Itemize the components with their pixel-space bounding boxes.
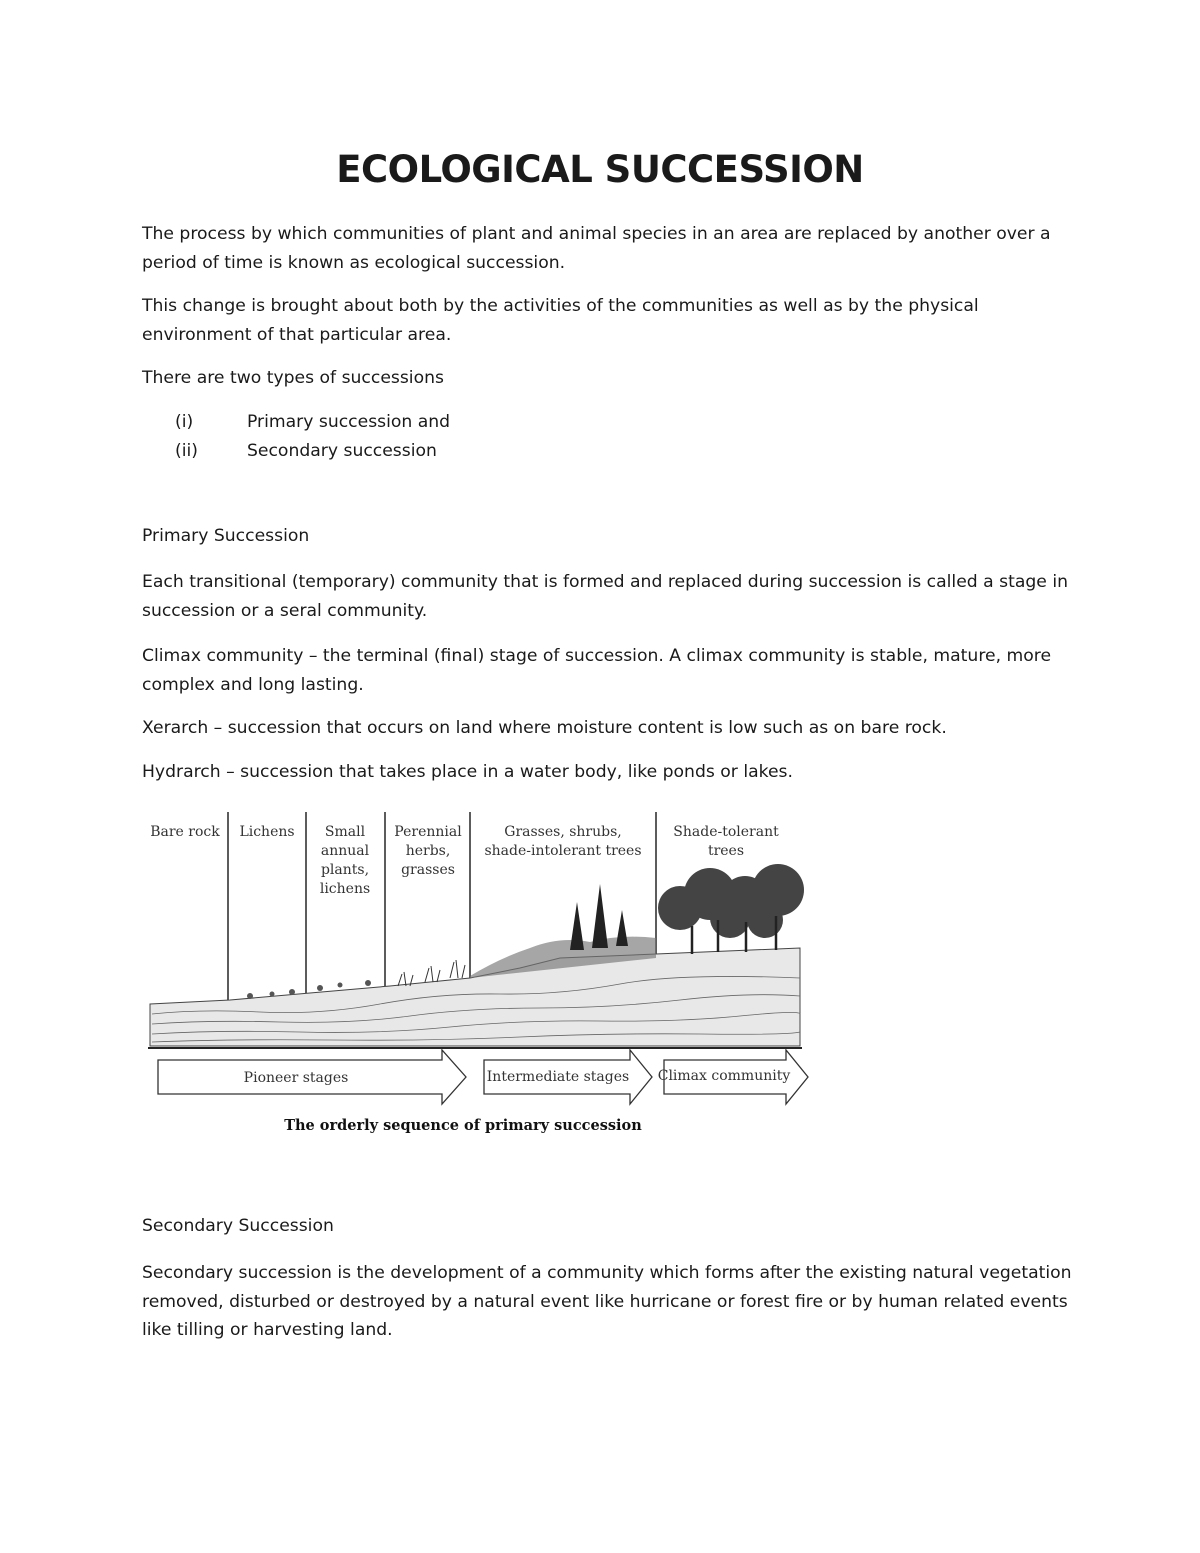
climax-community-label: Climax community xyxy=(657,1068,791,1084)
stage-label-line: Shade-tolerant xyxy=(673,824,779,840)
stage-label-line: Bare rock xyxy=(150,824,220,840)
stage-label-line: lichens xyxy=(319,881,371,897)
climax-paragraph: Climax community – the terminal (final) stage of succession. A climax community is stable, mature, more complex and long lasting. xyxy=(142,646,1052,695)
types-intro: There are two types of successions xyxy=(142,368,444,388)
secondary-paragraph: Secondary succession is the development of a community which forms after the existing natural vegetation removed, disturbed or destroyed by a natural event like hurricane or forest fire or by human related events like tilling or harvesting land. xyxy=(142,1263,1072,1340)
stage-label xyxy=(484,824,641,859)
stage-label xyxy=(394,824,462,878)
stage-label-line: trees xyxy=(707,843,745,859)
stage-label xyxy=(673,824,779,859)
intro-paragraph-2: This change is brought about both by the activities of the communities as well as by the physical environment of that particular area. xyxy=(142,296,979,345)
list-item-label: Secondary succession xyxy=(247,441,437,461)
stage-label-line: grasses xyxy=(401,862,455,878)
stage-label xyxy=(239,824,294,840)
figure-caption: The orderly sequence of primary succession xyxy=(284,1117,642,1134)
seral-paragraph: Each transitional (temporary) community that is formed and replaced during succession is called a stage in succession or a seral community. xyxy=(142,572,1068,621)
primary-succession-heading: Primary Succession xyxy=(142,526,310,546)
rock-strata xyxy=(148,948,802,1048)
list-item-number: (ii) xyxy=(175,441,198,461)
intro-paragraph-1: The process by which communities of plant and animal species in an area are replaced by another over a period of time is known as ecological succession. xyxy=(142,224,1051,273)
stage-label-line: Small xyxy=(324,824,366,840)
list-item-label: Primary succession and xyxy=(247,412,451,432)
stage-label-line: shade-intolerant trees xyxy=(484,843,642,859)
stage-label-line: Lichens xyxy=(239,824,295,840)
stage-label-line: Perennial xyxy=(394,824,462,840)
intermediate-stages-label: Intermediate stages xyxy=(486,1069,630,1085)
stage-label-line: Grasses, shrubs, xyxy=(504,824,622,840)
stage-label-line: annual xyxy=(320,843,370,859)
hydrarch-paragraph: Hydrarch – succession that takes place in a water body, like ponds or lakes. xyxy=(142,762,793,782)
stage-label xyxy=(150,824,220,840)
page-title: ECOLOGICAL SUCCESSION xyxy=(336,148,864,191)
secondary-succession-heading: Secondary Succession xyxy=(142,1216,334,1236)
primary-succession-figure xyxy=(140,808,820,1138)
stage-label xyxy=(320,824,370,897)
xerarch-paragraph: Xerarch – succession that occurs on land where moisture content is low such as on bare rock. xyxy=(142,718,947,738)
pioneer-stages-label: Pioneer stages xyxy=(243,1070,349,1086)
stage-label-line: plants, xyxy=(320,862,370,878)
stage-label-line: herbs, xyxy=(405,843,451,859)
list-item-number: (i) xyxy=(175,412,194,432)
